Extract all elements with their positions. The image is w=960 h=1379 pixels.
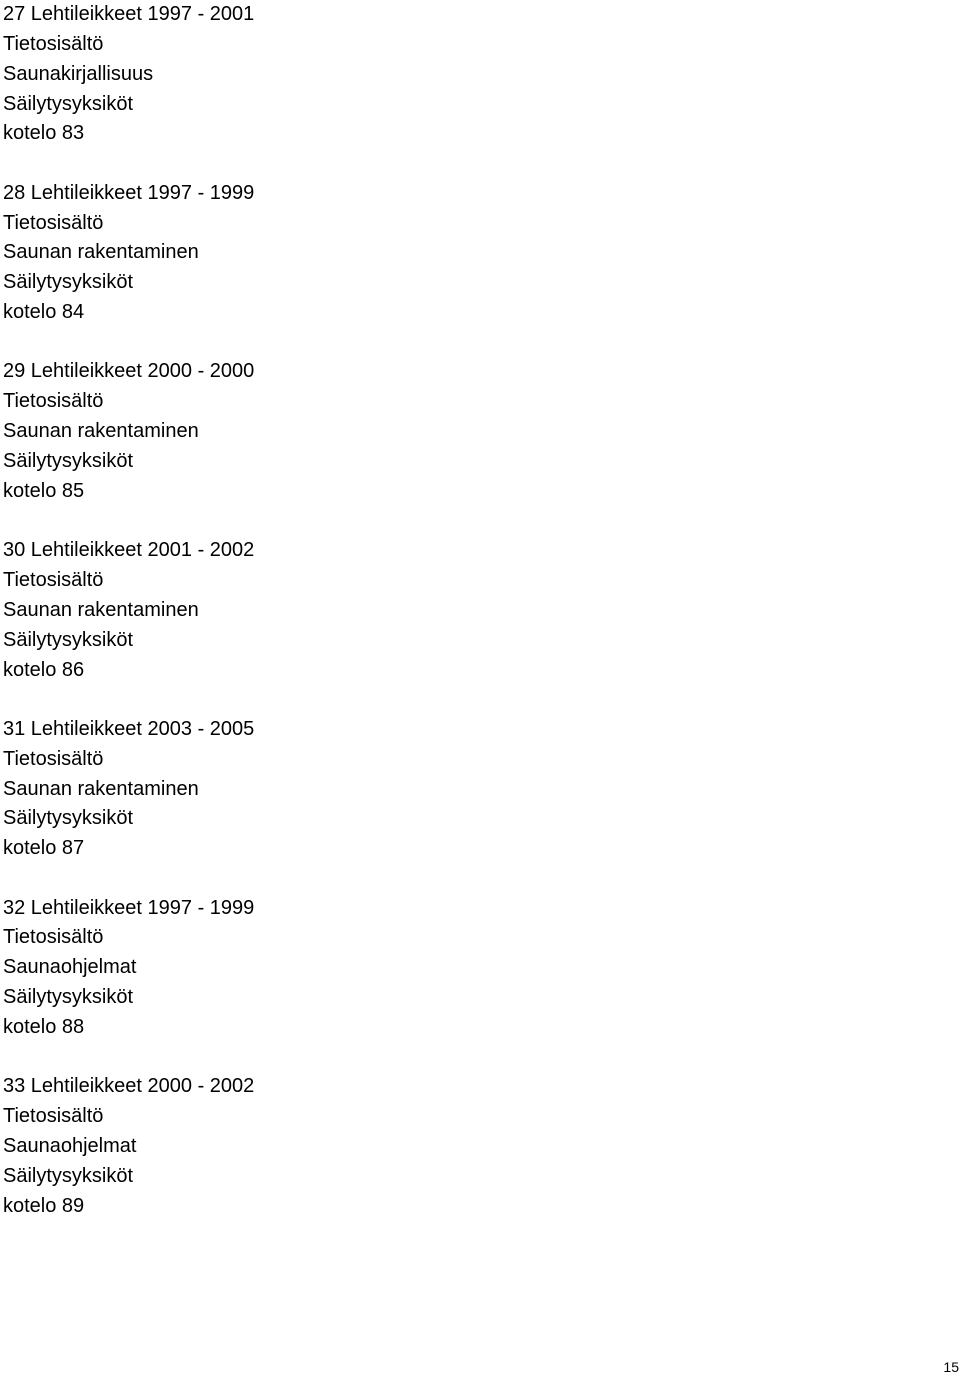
entry-units-label: Säilytysyksiköt bbox=[3, 628, 134, 651]
entry-box: kotelo 87 bbox=[3, 837, 85, 860]
archive-entry bbox=[3, 179, 943, 328]
entry-box: kotelo 84 bbox=[3, 301, 85, 324]
entry-content-label: Tietosisältö bbox=[3, 1105, 104, 1128]
entry-content-label: Tietosisältö bbox=[3, 926, 104, 949]
entry-box: kotelo 88 bbox=[3, 1015, 85, 1038]
entry-topic: Saunakirjallisuus bbox=[3, 62, 154, 85]
entry-units-label: Säilytysyksiköt bbox=[3, 92, 134, 115]
entry-content-label: Tietosisältö bbox=[3, 747, 104, 770]
entry-topic: Saunaohjelmat bbox=[3, 956, 137, 979]
entry-content-label: Tietosisältö bbox=[3, 390, 104, 413]
entry-topic: Saunan rakentaminen bbox=[3, 598, 199, 621]
entry-units-label: Säilytysyksiköt bbox=[3, 807, 134, 830]
entry-heading: 27 Lehtileikkeet 1997 - 2001 bbox=[3, 3, 255, 25]
entry-heading: 29 Lehtileikkeet 2000 - 2000 bbox=[3, 360, 255, 383]
archive-entry bbox=[3, 894, 943, 1043]
entry-content-label: Tietosisältö bbox=[3, 569, 104, 591]
archive-entry bbox=[3, 357, 943, 506]
entry-heading: 31 Lehtileikkeet 2003 - 2005 bbox=[3, 717, 255, 740]
entry-heading: 28 Lehtileikkeet 1997 - 1999 bbox=[3, 181, 255, 204]
entry-units-label: Säilytysyksiköt bbox=[3, 271, 134, 294]
entry-units-label: Säilytysyksiköt bbox=[3, 1164, 134, 1187]
entry-topic: Saunan rakentaminen bbox=[3, 420, 199, 443]
entry-content-label: Tietosisältö bbox=[3, 32, 104, 55]
archive-entry bbox=[3, 536, 943, 685]
archive-entry bbox=[3, 1072, 943, 1221]
entry-units-label: Säilytysyksiköt bbox=[3, 449, 134, 472]
archive-entry bbox=[3, 715, 943, 864]
entry-units-label: Säilytysyksiköt bbox=[3, 986, 134, 1009]
entry-topic: Saunan rakentaminen bbox=[3, 241, 199, 264]
entry-heading: 30 Lehtileikkeet 2001 - 2002 bbox=[3, 539, 255, 562]
entry-box: kotelo 83 bbox=[3, 122, 85, 145]
entry-box: kotelo 85 bbox=[3, 479, 85, 502]
entry-heading: 33 Lehtileikkeet 2000 - 2002 bbox=[3, 1075, 255, 1098]
entry-content-label: Tietosisältö bbox=[3, 211, 104, 234]
entry-box: kotelo 86 bbox=[3, 658, 85, 681]
entry-topic: Saunan rakentaminen bbox=[3, 777, 199, 800]
page-number: 15 bbox=[943, 1359, 959, 1375]
archive-entry-list bbox=[3, 0, 943, 1251]
entry-topic: Saunaohjelmat bbox=[3, 1135, 137, 1157]
archive-entry bbox=[3, 0, 943, 149]
entry-heading: 32 Lehtileikkeet 1997 - 1999 bbox=[3, 896, 255, 919]
entry-box: kotelo 89 bbox=[3, 1194, 85, 1217]
